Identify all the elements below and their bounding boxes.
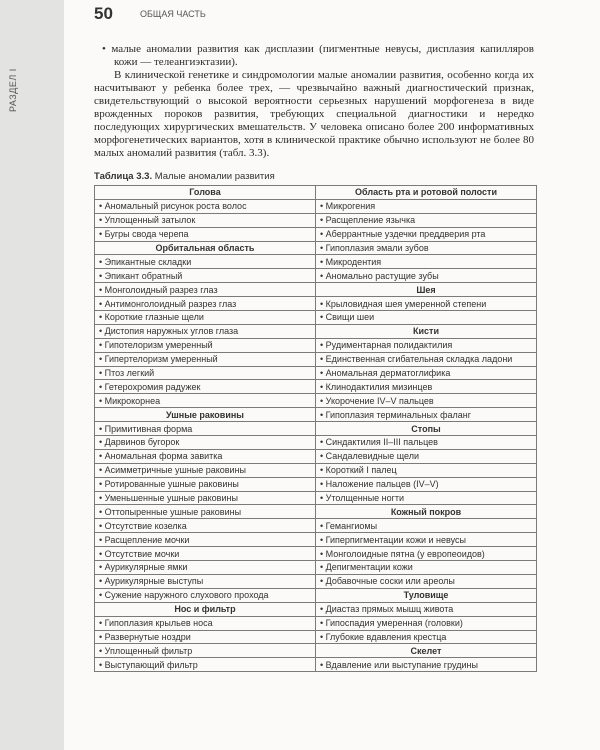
page-number: 50 bbox=[94, 4, 113, 23]
table-cell: • Сандалевидные щели bbox=[316, 449, 537, 463]
table-cell: • Гипоплазия терминальных фаланг bbox=[316, 408, 537, 422]
table-cell: • Микрокорнеа bbox=[95, 394, 316, 408]
table-cell: • Развернутые ноздри bbox=[95, 630, 316, 644]
bullet-paragraph: • малые аномалии развития как дисплазии (пигментные невусы, дисплазия капилляров кожи — телеангиэктазии). bbox=[102, 43, 535, 68]
table-cell: • Расщепление мочки bbox=[95, 533, 316, 547]
table-cell: • Свищи шеи bbox=[316, 311, 537, 325]
table-section-header: Область рта и ротовой полости bbox=[316, 186, 537, 200]
table-section-header: Ушные раковины bbox=[95, 408, 316, 422]
table-row bbox=[95, 324, 537, 338]
table-row bbox=[95, 338, 537, 352]
table-cell: • Гипоплазия крыльев носа bbox=[95, 616, 316, 630]
table-cell: • Микродентия bbox=[316, 255, 537, 269]
table-row bbox=[95, 561, 537, 575]
table-row bbox=[95, 213, 537, 227]
table-cell: • Укорочение IV–V пальцев bbox=[316, 394, 537, 408]
table-row bbox=[95, 297, 537, 311]
table-row bbox=[95, 547, 537, 561]
table-cell: • Дарвинов бугорок bbox=[95, 436, 316, 450]
table-cell: • Синдактилия II–III пальцев bbox=[316, 436, 537, 450]
table-row bbox=[95, 658, 537, 672]
table-cell: • Асимметричные ушные раковины bbox=[95, 463, 316, 477]
table-cell: • Уплощенный затылок bbox=[95, 213, 316, 227]
table-row bbox=[95, 199, 537, 213]
table-row bbox=[95, 186, 537, 200]
table-cell: • Крыловидная шея умеренной степени bbox=[316, 297, 537, 311]
table-cell: • Рудиментарная полидактилия bbox=[316, 338, 537, 352]
table-row bbox=[95, 533, 537, 547]
table-cell: • Вдавление или выступание грудины bbox=[316, 658, 537, 672]
table-section-header: Кисти bbox=[316, 324, 537, 338]
bullet-text: малые аномалии развития как дисплазии (пигментные невусы, дисплазия капилляров кожи — телеангиэктазии). bbox=[111, 43, 535, 68]
table-caption bbox=[94, 171, 275, 182]
table-row bbox=[95, 574, 537, 588]
anomalies-table bbox=[94, 185, 537, 672]
table-cell: • Аномальная форма завитка bbox=[95, 449, 316, 463]
table-row bbox=[95, 477, 537, 491]
table-cell: • Оттопыренные ушные раковины bbox=[95, 505, 316, 519]
table-cell: • Дистопия наружных углов глаза bbox=[95, 324, 316, 338]
table-cell: • Отсутствие козелка bbox=[95, 519, 316, 533]
table-row bbox=[95, 616, 537, 630]
table-cell: • Эпикант обратный bbox=[95, 269, 316, 283]
table-row bbox=[95, 491, 537, 505]
table-cell: • Гетерохромия радужек bbox=[95, 380, 316, 394]
table-section-header: Кожный покров bbox=[316, 505, 537, 519]
table-cell: • Сужение наружного слухового прохода bbox=[95, 588, 316, 602]
table-cell: • Гипертелоризм умеренный bbox=[95, 352, 316, 366]
table-cell: • Уплощенный фильтр bbox=[95, 644, 316, 658]
section-sidebar bbox=[0, 0, 64, 750]
table-cell: • Глубокие вдавления крестца bbox=[316, 630, 537, 644]
main-paragraph: В клинической генетике и синдромологии малые аномалии развития, особенно когда их насчитывают у ребенка более трех, — чрезвычайно важный диагностический признак, свидетельствующий о высокой вероятности серьезных нарушений морфогенеза в виде врожденных пороков развития, требующих специальной диагностики и нередко последующих хирургических вмешательств. У человека описано более 200 информативных морфогенетических вариантов, хотя в клинической практике обычно используют не более 80 малых аномалий развития (табл. 3.3). bbox=[94, 69, 534, 159]
table-cell: • Утолщенные ногти bbox=[316, 491, 537, 505]
table-cell: • Гипоплазия эмали зубов bbox=[316, 241, 537, 255]
table-row bbox=[95, 408, 537, 422]
table-section-header: Туловище bbox=[316, 588, 537, 602]
table-section-header: Голова bbox=[95, 186, 316, 200]
table-row bbox=[95, 422, 537, 436]
table-cell: • Гипоспадия умеренная (головки) bbox=[316, 616, 537, 630]
table-cell: • Единственная сгибательная складка ладони bbox=[316, 352, 537, 366]
table-cell: • Монголоидные пятна (у европеоидов) bbox=[316, 547, 537, 561]
table-row bbox=[95, 394, 537, 408]
table-row bbox=[95, 436, 537, 450]
table-cell: • Гемангиомы bbox=[316, 519, 537, 533]
table-cell: • Аурикулярные ямки bbox=[95, 561, 316, 575]
table-row bbox=[95, 283, 537, 297]
table-cell: • Аномальная дерматоглифика bbox=[316, 366, 537, 380]
table-row bbox=[95, 366, 537, 380]
table-row bbox=[95, 519, 537, 533]
table-number: Таблица 3.3. bbox=[94, 171, 153, 182]
table-cell: • Отсутствие мочки bbox=[95, 547, 316, 561]
table-row bbox=[95, 269, 537, 283]
section-label: РАЗДЕЛ I bbox=[8, 68, 18, 112]
table-row bbox=[95, 311, 537, 325]
table-row bbox=[95, 227, 537, 241]
table-row bbox=[95, 644, 537, 658]
table-row bbox=[95, 630, 537, 644]
table-title: Малые аномалии развития bbox=[154, 171, 275, 182]
table-row bbox=[95, 505, 537, 519]
table-cell: • Добавочные соски или ареолы bbox=[316, 574, 537, 588]
table-row bbox=[95, 588, 537, 602]
table-row bbox=[95, 380, 537, 394]
table-row bbox=[95, 241, 537, 255]
table-section-header: Нос и фильтр bbox=[95, 602, 316, 616]
table-cell: • Микрогения bbox=[316, 199, 537, 213]
table-cell: • Монголоидный разрез глаз bbox=[95, 283, 316, 297]
running-title: ОБЩАЯ ЧАСТЬ bbox=[140, 9, 206, 19]
table-cell: • Ротированные ушные раковины bbox=[95, 477, 316, 491]
table-cell: • Расщепление язычка bbox=[316, 213, 537, 227]
table-cell: • Аномально растущие зубы bbox=[316, 269, 537, 283]
table-cell: • Эпикантные складки bbox=[95, 255, 316, 269]
table-cell: • Аберрантные уздечки преддверия рта bbox=[316, 227, 537, 241]
table-cell: • Депигментации кожи bbox=[316, 561, 537, 575]
table-cell: • Наложение пальцев (IV–V) bbox=[316, 477, 537, 491]
table-section-header: Скелет bbox=[316, 644, 537, 658]
table-section-header: Шея bbox=[316, 283, 537, 297]
table-cell: • Примитивная форма bbox=[95, 422, 316, 436]
table-cell: • Антимонголоидный разрез глаз bbox=[95, 297, 316, 311]
table-cell: • Диастаз прямых мышц живота bbox=[316, 602, 537, 616]
table-cell: • Бугры свода черепа bbox=[95, 227, 316, 241]
table-cell: • Выступающий фильтр bbox=[95, 658, 316, 672]
table-cell: • Короткие глазные щели bbox=[95, 311, 316, 325]
table-cell: • Аномальный рисунок роста волос bbox=[95, 199, 316, 213]
table-row bbox=[95, 449, 537, 463]
table-row bbox=[95, 255, 537, 269]
table-row bbox=[95, 352, 537, 366]
table-cell: • Птоз легкий bbox=[95, 366, 316, 380]
table-row bbox=[95, 463, 537, 477]
table-cell: • Гиперпигментации кожи и невусы bbox=[316, 533, 537, 547]
table-row bbox=[95, 602, 537, 616]
table-cell: • Короткий I палец bbox=[316, 463, 537, 477]
table-cell: • Гипотелоризм умеренный bbox=[95, 338, 316, 352]
table-cell: • Аурикулярные выступы bbox=[95, 574, 316, 588]
table-section-header: Орбитальная область bbox=[95, 241, 316, 255]
body-text bbox=[94, 43, 534, 160]
table-cell: • Клинодактилия мизинцев bbox=[316, 380, 537, 394]
table-cell: • Уменьшенные ушные раковины bbox=[95, 491, 316, 505]
table-section-header: Стопы bbox=[316, 422, 537, 436]
